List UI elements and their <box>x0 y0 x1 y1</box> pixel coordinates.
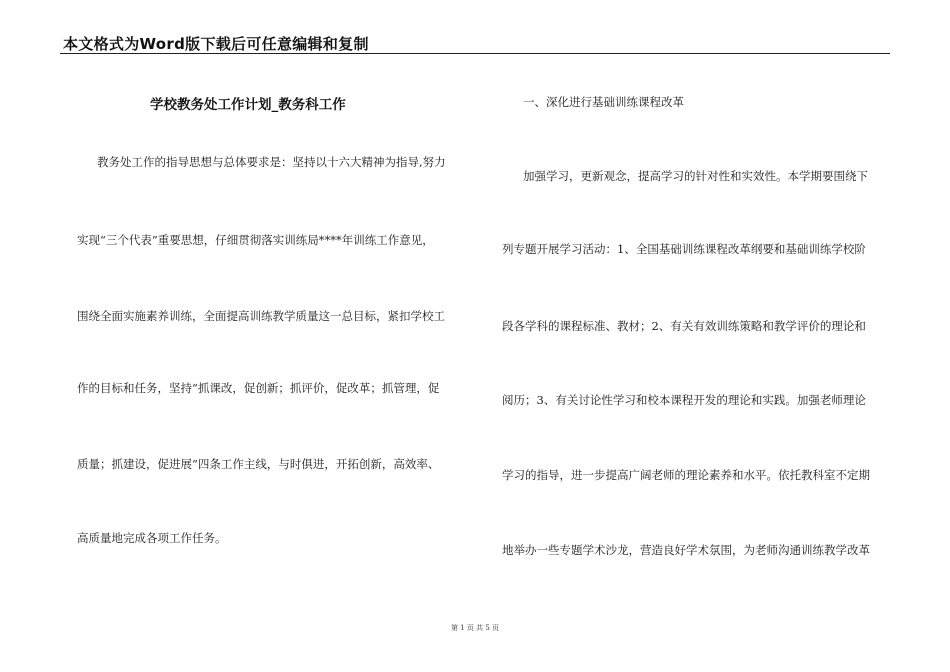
section-heading: 一、深化进行基础训练课程改革 <box>523 95 684 109</box>
right-paragraph-line: 学习的指导，进一步提高广阔老师的理论素养和水平。依托教科室不定期 <box>502 468 870 482</box>
left-paragraph-line: 作的目标和任务，坚持“抓课改，促创新；抓评价，促改革；抓管理，促 <box>77 381 440 395</box>
left-paragraph-line: 实现“三个代表”重要思想，仔细贯彻落实训练局****年训练工作意见， <box>77 233 434 247</box>
right-paragraph-line: 列专题开展学习活动：1、全国基础训练课程改革纲要和基础训练学校阶 <box>502 242 866 256</box>
page-number: 第 1 页 共 5 页 <box>450 624 500 632</box>
left-paragraph-line: 围绕全面实施素养训练，全面提高训练教学质量这一总目标，紧扣学校工 <box>77 309 445 323</box>
right-paragraph-line: 地举办一些专题学术沙龙，营造良好学术氛围，为老师沟通训练教学改革 <box>502 543 870 557</box>
left-paragraph-line: 质量；抓建设，促进展”四条工作主线，与时俱进，开拓创新，高效率、 <box>77 457 440 471</box>
document-title: 学校教务处工作计划_教务科工作 <box>150 97 346 113</box>
right-paragraph-line: 段各学科的课程标准、教材；2、有关有效训练策略和教学评价的理论和 <box>502 319 866 333</box>
right-paragraph-line: 阅历；3、有关讨论性学习和校本课程开发的理论和实践。加强老师理论 <box>502 393 866 407</box>
left-paragraph-line: 教务处工作的指导思想与总体要求是：坚持以十六大精神为指导,努力 <box>97 155 446 169</box>
left-paragraph-line: 高质量地完成各项工作任务。 <box>77 531 227 545</box>
right-paragraph-line: 加强学习，更新观念，提高学习的针对性和实效性。本学期要围绕下 <box>523 169 868 183</box>
header-divider <box>60 53 890 54</box>
document-banner: 本文格式为Word版下载后可任意编辑和复制 <box>63 35 369 53</box>
